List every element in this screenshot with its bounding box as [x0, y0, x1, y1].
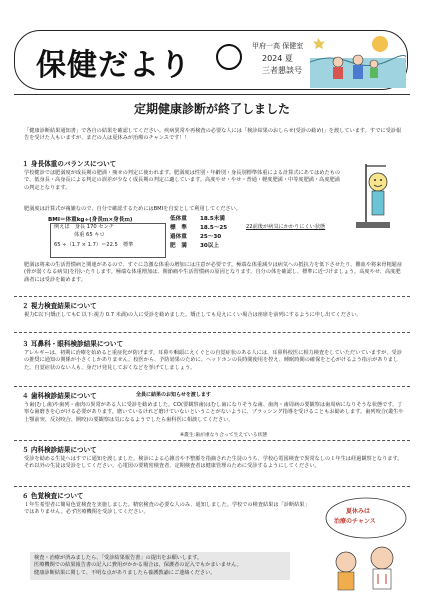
bmi-range-value-overweight: 25～30	[200, 234, 222, 240]
school-emblem-icon	[216, 44, 242, 70]
section-5-heading: ５ 内科検診結果について	[22, 446, 97, 454]
bmi-range-value-obese: 30以上	[200, 243, 219, 249]
school-name: 甲府一高 保健室	[252, 42, 304, 50]
section-3-heading: ３ 耳鼻科・眼科検診結果について	[22, 340, 124, 348]
illustration-caption-line-1: 夏休みは	[346, 508, 371, 515]
submission-notice	[30, 552, 290, 580]
section-4-subheading: 全員に結果のお知らせを渡します	[136, 392, 211, 398]
issue-year-season: 2024 夏	[262, 54, 293, 63]
section-6-paragraph: １年生希望者に簡易色覚検査を実施しました。精密検査の必要な人のみ、通知しました。学校での検査結果は「診断結果」ではありません。必ず医療機関を受診してください。	[24, 502, 310, 516]
section-divider	[14, 486, 410, 487]
bmi-example-line-3: 65 ÷（1.7 × 1.7）＝22.5 標準	[54, 242, 134, 248]
height-scale-illustration	[352, 158, 404, 230]
notice-line-2: 医療機関での結果報告書の記入に費用がかかる場合は、保護者の記入でもかまいません。	[34, 562, 242, 569]
section-divider	[14, 332, 410, 333]
bmi-healthy-note: 22前後が病気にかかりにくい状態	[246, 224, 326, 230]
bmi-range-label-obese: 肥 満	[170, 243, 187, 249]
section-2-heading: ２ 視力検査結果について	[22, 302, 97, 310]
section-divider	[14, 296, 410, 297]
family-lake-illustration	[310, 32, 406, 88]
newsletter-title: 保健だより	[36, 48, 191, 83]
bmi-range-value-normal: 18.5～25	[200, 225, 228, 231]
sun-icon	[372, 36, 388, 52]
section-divider	[14, 386, 410, 387]
page-headline: 定期健康診断が終了しました	[133, 102, 290, 116]
bmi-range-label-overweight: 過体重	[170, 234, 187, 240]
star-icon	[313, 38, 325, 49]
notice-line-1: 検査・治療が済みましたら、「受診結果報告書」の提出をお願いします。	[34, 555, 203, 561]
section-1-paragraph-1: 学校健診では肥満度が成長期の肥満・痩せの判定に使われます。肥満度は性別・年齢別・身長別標準体重による計算式にあてはめたもので、低身長・高身長による判定の誤差が少なく成長期の判定に適しています。高度やせ・やせ・普通・軽度肥満・中等度肥満・高度肥満の判定となります。	[24, 170, 341, 191]
section-1-heading: １ 身長体重のバランスについて	[22, 160, 117, 168]
section-divider	[14, 440, 410, 441]
section-2-paragraph: 視力C以下(矯正してもC 以下:視力 0.7 未満)の人に受診を勧めました。矯正しても見えにくい場合は座席を前列にするように申し出てください。	[24, 312, 362, 318]
bmi-range-label-normal: 標 準	[170, 225, 187, 231]
divider	[14, 94, 410, 95]
bmi-example-line-2: 体重 65 キロ	[74, 232, 105, 238]
section-4-note: ※叢生:歯が重なり合って生えている状態	[180, 433, 268, 438]
intro-text: 「健康診断結果通知書」で各自の結果を確認してください。疾病異常や再検査の必要な人には「検診結果のおしらせ(受診の勧め)」を渡しています。すでに受診報告を受けた人もいますが、まだの人は夏休みが治療のチャンスです！！	[24, 128, 402, 142]
section-4-heading: ４ 歯科検診結果について	[22, 392, 97, 400]
bmi-range-value-underweight: 18.5未満	[200, 216, 225, 222]
illustration-caption-line-2: 治療のチャンス	[334, 518, 376, 525]
bmi-formula: BMI＝体重kg÷(身長ｍ×身長ｍ)	[48, 217, 133, 223]
section-1-paragraph-2: 肥満度は計算式が複雑なので、自分で確認するためにはBMIを自安として利用してください。	[24, 206, 241, 212]
section-1-paragraph-3: 肥満は将来の生活習慣病と関連があるので、すぐに急激な体重の増加には注意が必要です。極端な体重減少は病気への抵抗力を低下させたり、難血や将来骨粗鬆症(骨が弱くなる病気)を招いたりします。極端な体重増加は、関節痛や生活習慣病の原因となります。自分の体を確認し、標準に近づけましょう。高度やせ、高度肥満者には受診を勧めます。	[24, 262, 403, 283]
issue-name: 三者懇談号	[262, 66, 302, 75]
section-6-heading: ６ 色覚検査について	[22, 492, 84, 500]
section-5-paragraph: 受診を勧める生徒へはすでに通知を渡しました。検診による心雑音や不整脈を指摘された生徒のうち、学校心電図検査で異常なしの１年生は経過観察となります。それ以外の生徒は受診をしてください。心電図の要精密検査者、定期検査者は健康管理のために受診するようにしてください。	[24, 456, 403, 470]
section-4-paragraph: う歯(むし歯)や歯列・歯肉の異常がある人に受診を勧めました。CO(要観察歯)はむし歯になりそうな歯、歯肉・歯周病の要観察は歯周病になりそうな状態です。丁寧な歯磨きを心がける必要があります。磨いているけれど磨けていないということがないように、ブラッシング指導を受けることもお勧めします。歯列咬合(叢生や上顎前突、反対咬合、開咬)の要観察は気になるようでしたら歯科医に相談してください。	[24, 402, 404, 423]
notice-line-3: 健康診断結果に関して、不明な点がありましたら養護教諭にご連絡ください。	[34, 569, 216, 576]
section-3-paragraph: アレルギーは、初期に治療を始めると重症化が防げます。耳鼻や咽頭にえくぐとの自覚症状のある人には、耳鼻科校医に相力検査をしていただいていますが、受診の推奨に通知の関係が小さくしかありません。校医から、予防効果のために、ヘッドホンの長時間使用を控え、睡眠時間の確保をと心がけるよう指示がありました。自覚症状のない人も、身だけ発見しておくなどを挙げてしましょう。	[24, 350, 402, 371]
bmi-range-label-underweight: 低体重	[170, 216, 187, 222]
bmi-example-line-1: 例えば 身長 170 センチ	[54, 224, 114, 230]
